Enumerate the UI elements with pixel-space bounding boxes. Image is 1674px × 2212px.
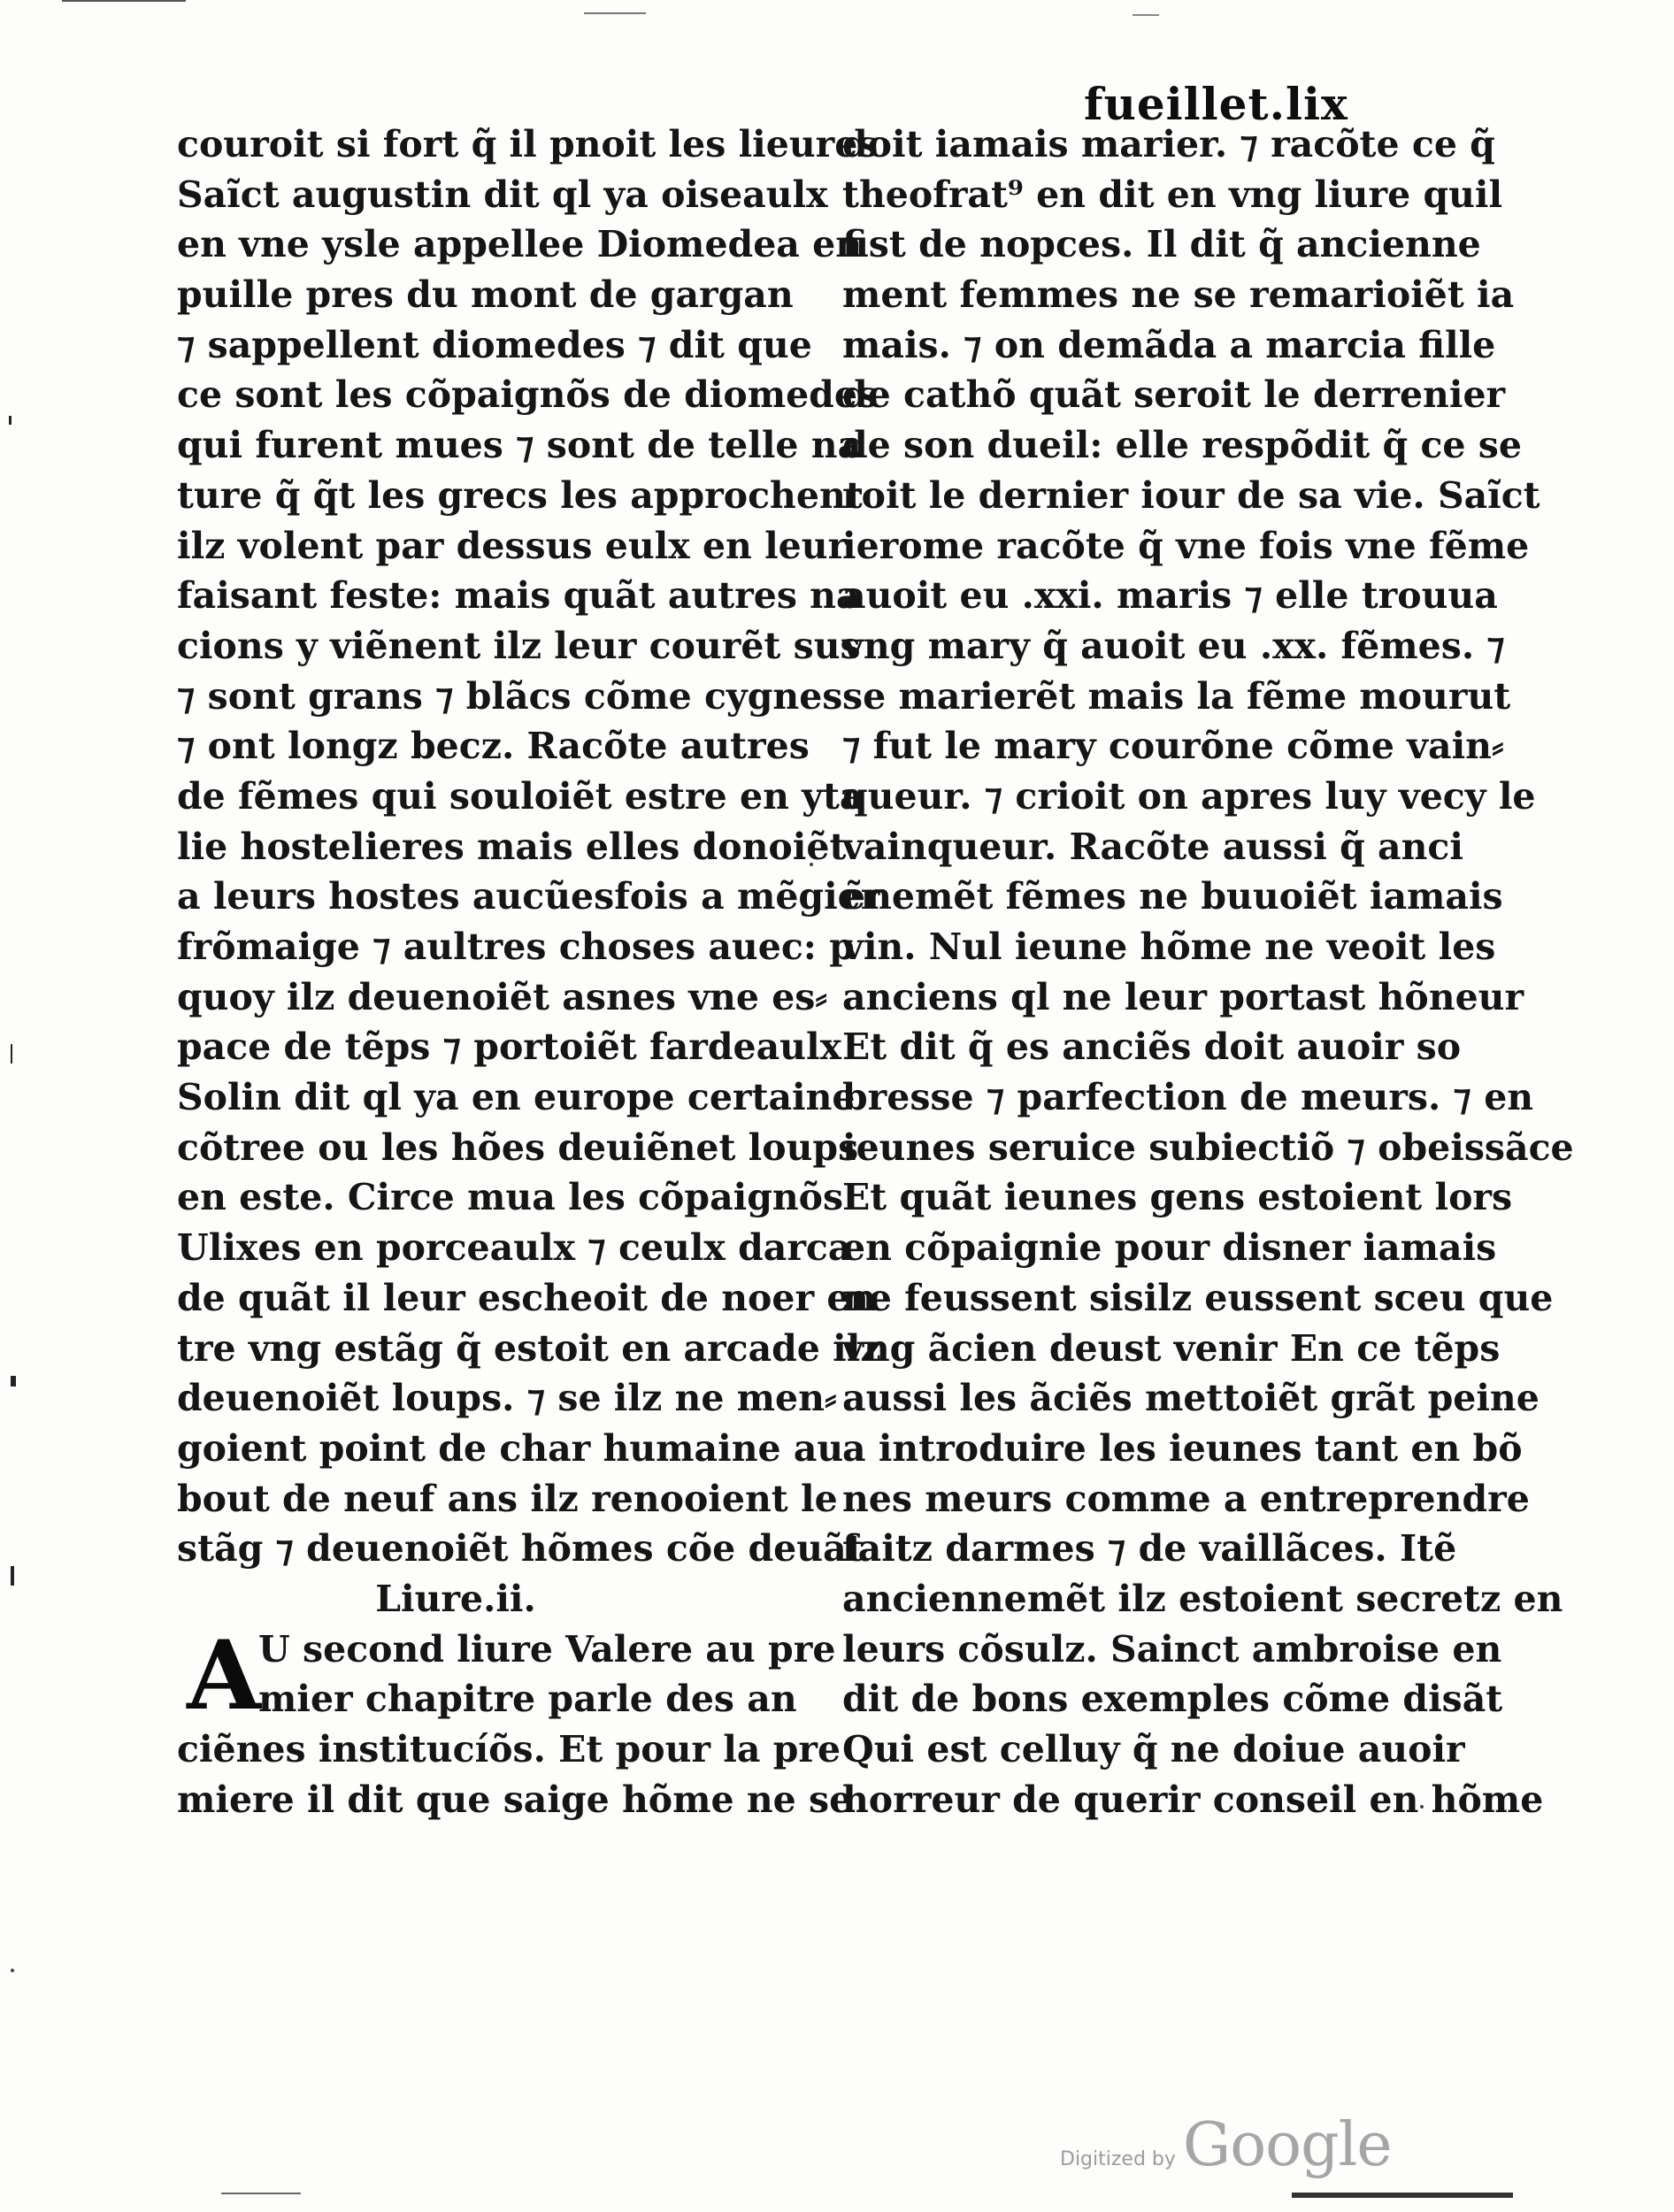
text-line: anciens ql ne leur portast hõneur — [842, 975, 1524, 1018]
text-line: puille pres du mont de gargan — [177, 273, 794, 317]
text-line: ⁊ ont longz becz. Racõte autres — [177, 725, 810, 768]
text-line: de son dueil: elle respõdit q̃ ce se — [842, 424, 1522, 467]
text-line: tre vng estãg q̃ estoit en arcade ilz — [177, 1326, 881, 1370]
text-line: ilz volent par dessus eulx en leur — [177, 524, 848, 567]
text-line: horreur de querir conseil en hõme — [842, 1778, 1544, 1821]
text-line: de fẽmes qui souloiẽt estre en yta — [177, 774, 864, 818]
text-line: Ulixes en porceaulx ⁊ ceulx darca — [177, 1226, 852, 1270]
text-line: se marierẽt mais la fẽme mourut — [842, 674, 1511, 718]
text-line: theofrat⁹ en dit en vng liure quil — [842, 173, 1503, 216]
text-line: deuenoiẽt loups. ⁊ se ilz ne men⸗ — [177, 1377, 837, 1420]
text-line: vng mary q̃ auoit eu .xx. fẽmes. ⁊ — [842, 624, 1505, 667]
scan-edge-mark — [1133, 14, 1159, 16]
text-line: mier chapitre parle des an — [258, 1678, 797, 1721]
text-line: en este. Circe mua les cõpaignõs — [177, 1176, 844, 1219]
text-line: ieunes seruice subiectiõ ⁊ obeissãce — [842, 1125, 1574, 1169]
text-line: nes meurs comme a entreprendre — [842, 1477, 1530, 1520]
scan-edge-mark — [1292, 2193, 1513, 2198]
text-line: Saĩct augustin dit ql ya oiseaulx — [177, 173, 828, 216]
google-wordmark: Google — [1182, 2110, 1392, 2180]
text-line: en cõpaignie pour disner iamais — [842, 1226, 1497, 1270]
text-line: a introduire les ieunes tant en bõ — [842, 1426, 1523, 1470]
text-line: ciẽnes institucíõs. Et pour la pre — [177, 1728, 841, 1770]
text-line: bout de neuf ans ilz renooient le — [177, 1477, 838, 1520]
text-line: a leurs hostes aucũesfois a mẽgier — [177, 875, 880, 918]
margin-speck — [11, 1376, 16, 1386]
text-line: faisant feste: mais quãt autres na — [177, 574, 860, 618]
text-line: leurs cõsulz. Sainct ambroise en — [842, 1627, 1502, 1671]
text-line: ture q̃ q̃t les grecs les approchent — [177, 473, 863, 517]
text-line: Et quãt ieunes gens estoient lors — [842, 1176, 1513, 1219]
text-line: roit le dernier iour de sa vie. Saĩct — [842, 473, 1540, 517]
text-line: aussi les ãciẽs mettoiẽt grãt peine — [842, 1377, 1540, 1420]
running-head: fueillet.lix — [1084, 78, 1348, 130]
margin-speck — [11, 1969, 14, 1972]
text-line: fist de nopces. Il dit q̃ ancienne — [842, 223, 1481, 266]
text-line: ⁊ sappellent diomedes ⁊ dit que — [177, 323, 812, 366]
text-line: cõtree ou les hões deuiẽnet loups — [177, 1125, 859, 1169]
text-line: bresse ⁊ parfection de meurs. ⁊ en — [842, 1076, 1534, 1119]
text-line: ne feussent sisilz eussent sceu que — [842, 1276, 1554, 1319]
text-line: anciennemẽt ilz estoient secretz en — [842, 1577, 1563, 1620]
text-line: auoit eu .xxi. maris ⁊ elle trouua — [842, 574, 1498, 618]
text-line: ⁊ sont grans ⁊ blãcs cõme cygnes — [177, 674, 843, 718]
section-heading: Liure.ii. — [375, 1577, 536, 1620]
text-line: lie hostelieres mais elles donoiẽt — [177, 825, 847, 868]
text-line: vainqueur. Racõte aussi q̃ anci — [842, 825, 1463, 868]
text-line: dit de bons exemples cõme disãt — [842, 1678, 1503, 1721]
text-line: miere il dit que saige hõme ne se — [177, 1778, 853, 1821]
text-line: U second liure Valere au pre — [258, 1627, 836, 1671]
text-line: vng ãcien deust venir En ce tẽps — [842, 1326, 1501, 1370]
drop-initial: A — [187, 1619, 261, 1732]
text-line: pace de tẽps ⁊ portoiẽt fardeaulx — [177, 1025, 842, 1069]
text-line: stãg ⁊ deuenoiẽt hõmes cõe deuãt — [177, 1527, 864, 1571]
text-line: Qui est celluy q̃ ne doiue auoir — [842, 1728, 1465, 1770]
scan-edge-mark — [584, 12, 646, 14]
margin-speck — [11, 1044, 12, 1064]
text-line: qui furent mues ⁊ sont de telle na — [177, 424, 862, 467]
text-line: ẽnemẽt fẽmes ne buuoiẽt iamais — [842, 875, 1503, 918]
text-line: vin. Nul ieune hõme ne veoit les — [842, 926, 1496, 968]
digitization-watermark — [1060, 2110, 1392, 2180]
margin-speck — [9, 416, 12, 425]
text-line: queur. ⁊ crioit on apres luy vecy le — [842, 774, 1536, 818]
scan-edge-mark — [62, 0, 186, 2]
text-line: ierome racõte q̃ vne fois vne fẽme — [842, 524, 1530, 567]
scan-edge-mark — [221, 2193, 301, 2194]
margin-speck — [11, 1566, 14, 1586]
digitized-by-label: Digitized by — [1060, 2148, 1176, 2170]
text-line: mais. ⁊ on demãda a marcia fille — [842, 323, 1496, 366]
text-line: couroit si fort q̃ il pnoit les lieures — [177, 123, 879, 165]
initial-paragraph — [177, 1619, 853, 1825]
text-line: Et dit q̃ es anciẽs doit auoir so — [842, 1025, 1462, 1069]
left-column — [177, 119, 881, 1824]
text-line: ce sont les cõpaignõs de diomedes — [177, 373, 879, 417]
text-line: en vne ysle appellee Diomedea en — [177, 223, 863, 266]
text-line: ⁊ fut le mary courõne cõme vain⸗ — [842, 725, 1504, 768]
right-column — [842, 119, 1574, 1824]
text-line: de quãt il leur escheoit de noer en — [177, 1276, 877, 1319]
text-line: goient point de char humaine au — [177, 1426, 844, 1470]
text-line: frõmaige ⁊ aultres choses auec: p — [177, 926, 855, 968]
text-line: ment femmes ne se remarioiẽt ia — [842, 273, 1515, 317]
text-line: de cathõ quãt seroit le derrenier — [842, 373, 1506, 417]
text-line: quoy ilz deuenoiẽt asnes vne es⸗ — [177, 975, 828, 1018]
text-line: cions y viẽnent ilz leur courẽt sus — [177, 624, 861, 667]
text-line: faitz darmes ⁊ de vaillãces. Itẽ — [842, 1527, 1457, 1571]
text-line: doit iamais marier. ⁊ racõte ce q̃ — [842, 123, 1495, 165]
text-line: Solin dit ql ya en europe certaine — [177, 1076, 856, 1119]
